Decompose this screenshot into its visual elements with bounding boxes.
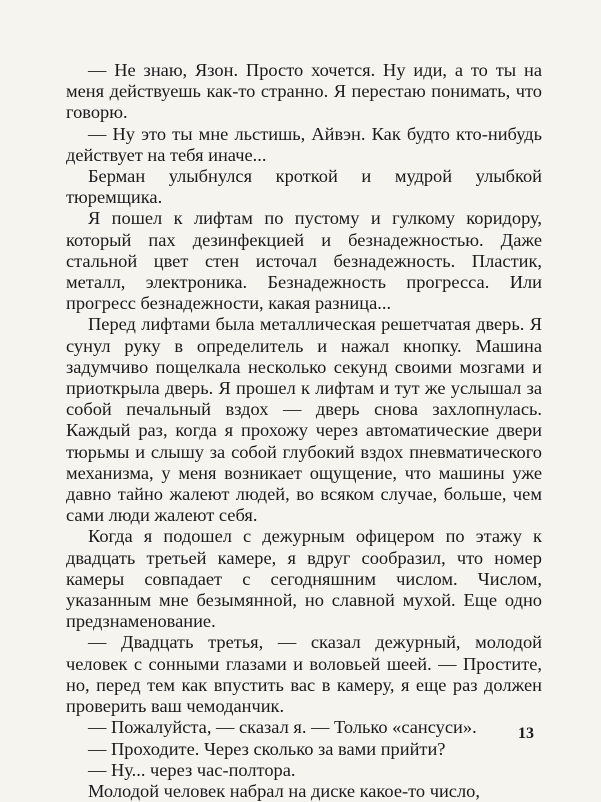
paragraph: — Пожалуйста, — сказал я. — Только «сансуси». [88, 717, 477, 738]
paragraph: Перед лифтами была металлическая решетчатая дверь. Я сунул руку в определитель и нажал кнопку. Машина задумчиво пощелкала несколько секунд своими мозгами и приоткрыла дверь. Я прошел к лифтам и тут же услышал за собой печальный вздох — дверь снова захлопнулась. Каждый раз, когда я прохожу через автоматические двери тюрьмы и слышу за собой глубокий вздох пневматического механизма, у меня возникает ощущение, что машины уже давно тайно жалеют людей, во всяком случае, больше, чем сами люди жалеют себя. [66, 314, 542, 526]
text-block [66, 60, 542, 802]
paragraph: Когда я подошел с дежурным офицером по этажу к двадцать третьей камере, я вдруг сообразил, что номер камеры совпадает с сегодняшним числом. Числом, указанным мне безымянной, но славной мухой. Еще одно предзнаменование. [66, 526, 542, 632]
paragraph: — Не знаю, Язон. Просто хочется. Ну иди, а то ты на меня действуешь как-то странно. Я перестаю понимать, что говорю. [66, 60, 542, 123]
paragraph: — Двадцать третья, — сказал дежурный, молодой человек с сонными глазами и воловьей шеей. — Простите, но, перед тем как впустить вас в камеру, я еще раз должен проверить ваш чемоданчик. [66, 632, 542, 717]
page-number: 13 [518, 725, 534, 742]
paragraph: — Ну... через час-полтора. [88, 759, 296, 780]
paragraph: — Проходите. Через сколько за вами прийти? [88, 738, 446, 759]
paragraph: — Ну это ты мне льстишь, Айвэн. Как будто кто-нибудь действует на тебя иначе... [66, 123, 542, 165]
paragraph: Берман улыбнулся кроткой и мудрой улыбкой тюремщика. [66, 166, 542, 208]
paragraph: Я пошел к лифтам по пустому и гулкому коридору, который пах дезинфекцией и безнадежностью. Даже стальной цвет стен источал безнадежность. Пластик, металл, электроника. Безнадежность прогресса. Или прогресс безнадежности, какая разница... [66, 208, 542, 314]
page-body [66, 60, 542, 802]
paragraph: Молодой человек набрал на диске какое-то число, [88, 780, 480, 801]
